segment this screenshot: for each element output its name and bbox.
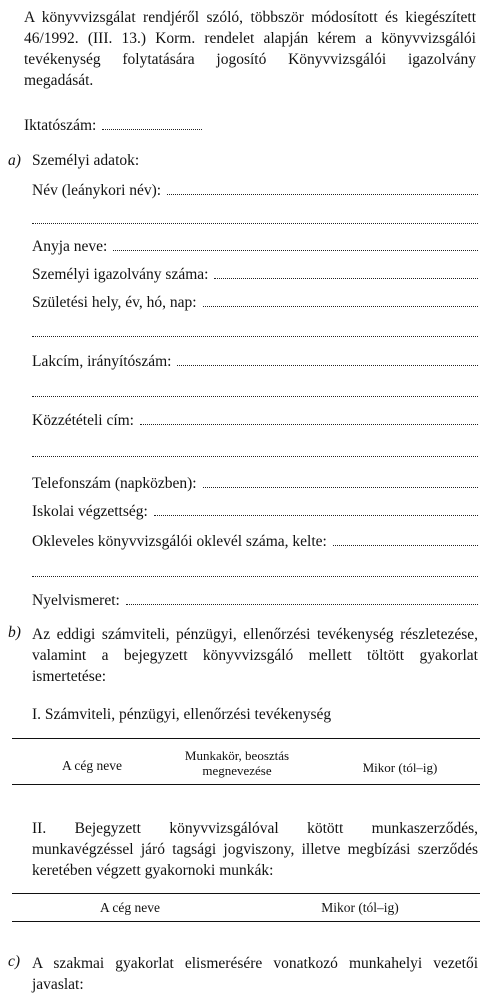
mother-field[interactable] (113, 238, 478, 251)
part-1-heading: I. Számviteli, pénzügyi, ellenőrzési tevékenység (32, 706, 332, 723)
birth-line (32, 294, 478, 312)
table-1-col-position: Munkakör, beosztás megnevezése (184, 748, 290, 778)
education-line (32, 503, 478, 521)
name-line (32, 182, 478, 200)
section-b-text: Az eddigi számviteli, pénzügyi, ellenőrzési tevékenység részletezése, valamint a bejegyzett könyvvizsgáló mellett töltött gyakorlat ismertetése: (32, 626, 478, 685)
registration-number-line (24, 117, 202, 135)
table-2-col-company: A cég neve (100, 900, 160, 915)
id-card-line (32, 266, 478, 284)
name-continuation-field[interactable] (32, 222, 478, 224)
name-field[interactable] (167, 182, 478, 195)
languages-field[interactable] (126, 592, 478, 605)
section-c-letter: c) (8, 953, 21, 970)
table-2-bottom-rule (12, 921, 480, 922)
birth-field[interactable] (203, 294, 478, 307)
diploma-continuation-field[interactable] (32, 575, 478, 577)
phone-field[interactable] (203, 475, 478, 488)
table-1-col-company: A cég neve (62, 758, 122, 773)
phone-label: Telefonszám (napközben): (32, 475, 197, 492)
languages-line (32, 592, 478, 610)
publication-address-continuation-field[interactable] (32, 455, 478, 457)
address-continuation-field[interactable] (32, 395, 478, 397)
languages-label: Nyelvismeret: (32, 592, 120, 609)
birth-label: Születési hely, év, hó, nap: (32, 294, 197, 311)
diploma-line (32, 533, 478, 551)
address-label: Lakcím, irányítószám: (32, 353, 172, 370)
mother-line (32, 238, 478, 256)
table-1-bottom-rule (12, 784, 480, 785)
section-a-title: Személyi adatok: (32, 152, 140, 169)
publication-address-field[interactable] (140, 412, 478, 425)
publication-address-label: Közzétételi cím: (32, 412, 134, 429)
address-line (32, 353, 478, 371)
intro-paragraph: A könyvvizsgálat rendjéről szóló, többször módosított és kiegészített 46/1992. (III. 13.) Korm. rendelet alapján kérem a könyvvizsgálói tevékenység folytatására jogosító Könyvvizsgálói igazolvány megadását. (24, 9, 476, 89)
table-2-top-rule (12, 893, 480, 894)
part-2-heading: II. Bejegyzett könyvvizsgálóval kötött munkaszerződés, munkavégzéssel járó tagsági jogviszony, illetve megbízási szerződés keretében végzett gyakornoki munkák: (32, 820, 478, 879)
education-label: Iskolai végzettség: (32, 503, 148, 520)
mother-label: Anyja neve: (32, 238, 108, 255)
registration-label: Iktatószám: (24, 117, 97, 134)
name-label: Név (leánykori név): (32, 182, 162, 199)
registration-field[interactable] (102, 117, 202, 130)
table-1-top-rule (12, 738, 480, 739)
table-1-col-period: Mikor (tól–ig) (362, 760, 438, 775)
address-field[interactable] (177, 353, 478, 366)
publication-address-line (32, 412, 478, 430)
phone-line (32, 475, 478, 493)
section-a-letter: a) (8, 152, 21, 169)
section-b-letter: b) (8, 624, 21, 641)
id-card-field[interactable] (214, 266, 478, 279)
education-field[interactable] (154, 503, 478, 516)
diploma-label: Okleveles könyvvizsgálói oklevél száma, kelte: (32, 533, 327, 550)
birth-continuation-field[interactable] (32, 335, 478, 337)
diploma-field[interactable] (333, 533, 478, 546)
section-c-text: A szakmai gyakorlat elismerésére vonatkozó munkahelyi vezetői javaslat: (32, 955, 478, 993)
id-card-label: Személyi igazolvány száma: (32, 266, 209, 283)
table-2-col-period: Mikor (tól–ig) (321, 900, 399, 915)
